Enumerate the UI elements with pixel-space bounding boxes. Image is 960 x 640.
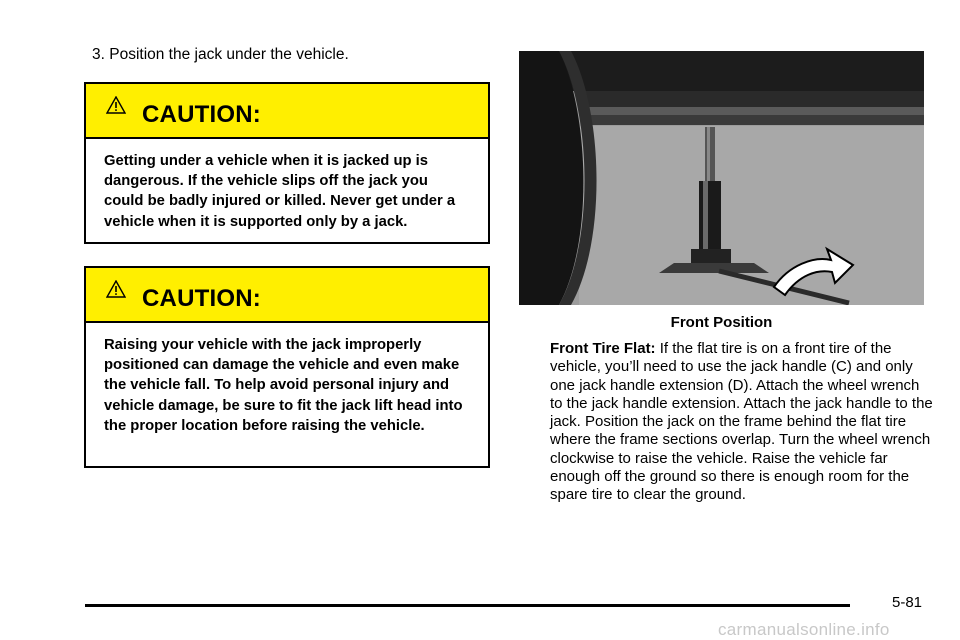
caution-box-2 [84, 266, 490, 468]
paragraph-lead: Front Tire Flat: [550, 340, 656, 357]
caution-body: Raising your vehicle with the jack improperly positioned can damage the vehicle and even make the vehicle fall. To help avoid personal injury and vehicle damage, be sure to fit the jack lift head into the proper location before raising the vehicle. [104, 337, 463, 434]
warning-triangle-icon [106, 96, 126, 114]
caution-title: CAUTION: [142, 285, 261, 312]
footer-rule [85, 604, 850, 607]
step-instruction: 3. Position the jack under the vehicle. [92, 46, 349, 63]
paragraph-text: If the flat tire is on a front tire of the vehicle, you’ll need to use the jack handle (C) and only one jack handle extension (D). Attach the wheel wrench to the jack handle extension. Attach the jack handle to the jack. Position the jack on the frame behind the flat tire where the frame sections overlap. Turn the wheel wrench clockwise to raise the vehicle. Raise the vehicle far enough off the ground so there is enough room for the spare tire to clear the ground. [550, 340, 933, 504]
instruction-paragraph [550, 340, 935, 505]
page-number: 5-81 [892, 594, 923, 611]
caution-header [86, 84, 488, 139]
jack-under-frame-photo [519, 51, 924, 305]
caution-header [86, 268, 488, 323]
watermark-text: carmanualsonline.info [718, 620, 890, 639]
caution-title: CAUTION: [142, 101, 261, 128]
warning-triangle-icon [106, 280, 126, 298]
caution-body: Getting under a vehicle when it is jacked up is dangerous. If the vehicle slips off the jack you could be badly injured or killed. Never get under a vehicle when it is supported only by a jack. [104, 153, 456, 230]
figure-caption: Front Position [670, 314, 773, 331]
caution-box-1 [84, 82, 490, 244]
